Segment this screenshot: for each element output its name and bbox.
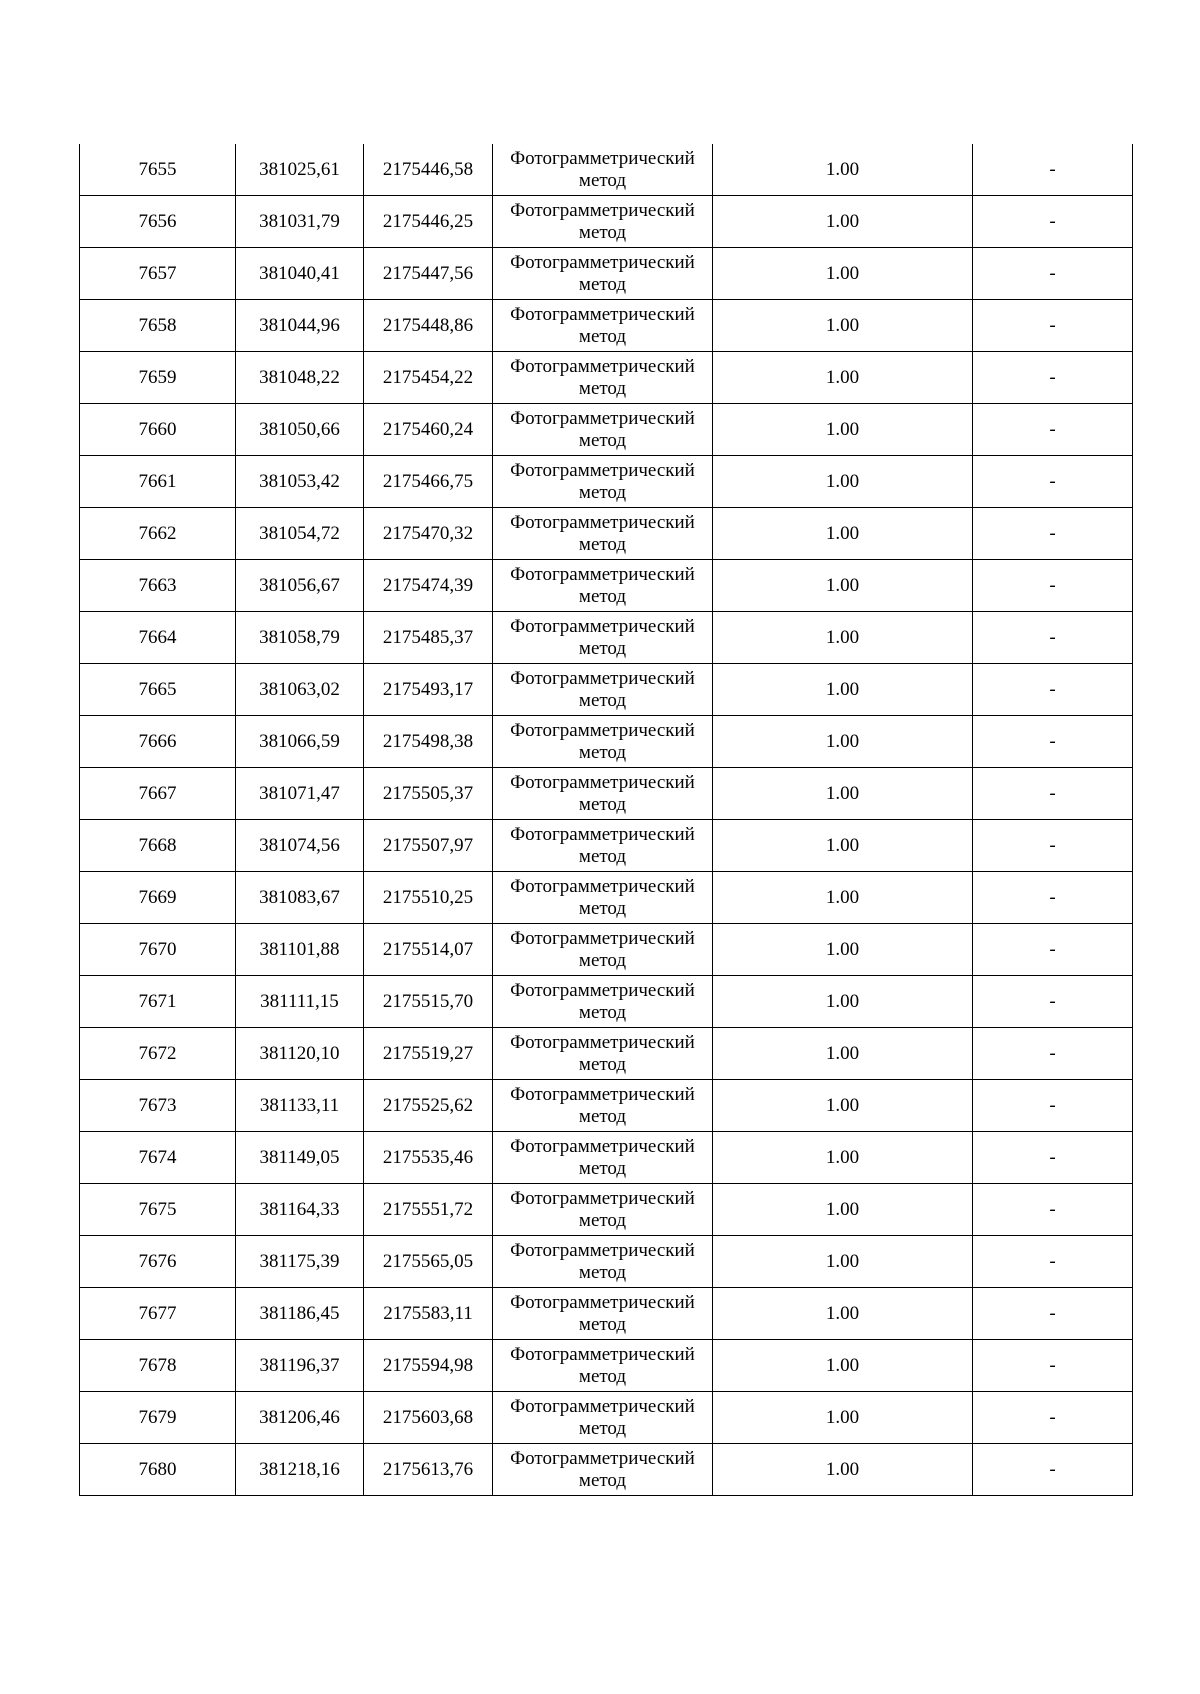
- accuracy-cell: 1.00: [713, 1028, 973, 1080]
- point-number-cell: 7659: [80, 352, 236, 404]
- accuracy-cell: 1.00: [713, 352, 973, 404]
- accuracy-cell: 1.00: [713, 976, 973, 1028]
- x-coordinate-cell: 381040,41: [236, 248, 364, 300]
- y-coordinate-cell: 2175514,07: [364, 924, 493, 976]
- accuracy-cell: 1.00: [713, 1444, 973, 1496]
- method-cell: Фотограмметрический метод: [493, 976, 713, 1028]
- description-cell: -: [973, 1392, 1133, 1444]
- x-coordinate-cell: 381164,33: [236, 1184, 364, 1236]
- method-cell: Фотограмметрический метод: [493, 196, 713, 248]
- coordinates-table: [79, 144, 1133, 1496]
- table-row: [80, 716, 1133, 768]
- table-row: [80, 352, 1133, 404]
- method-cell: Фотограмметрический метод: [493, 1080, 713, 1132]
- y-coordinate-cell: 2175583,11: [364, 1288, 493, 1340]
- description-cell: -: [973, 1340, 1133, 1392]
- point-number-cell: 7657: [80, 248, 236, 300]
- description-cell: -: [973, 560, 1133, 612]
- table-row: [80, 1288, 1133, 1340]
- point-number-cell: 7660: [80, 404, 236, 456]
- point-number-cell: 7676: [80, 1236, 236, 1288]
- description-cell: -: [973, 976, 1133, 1028]
- x-coordinate-cell: 381063,02: [236, 664, 364, 716]
- y-coordinate-cell: 2175613,76: [364, 1444, 493, 1496]
- table-row: [80, 196, 1133, 248]
- method-cell: Фотограмметрический метод: [493, 1236, 713, 1288]
- accuracy-cell: 1.00: [713, 456, 973, 508]
- y-coordinate-cell: 2175565,05: [364, 1236, 493, 1288]
- point-number-cell: 7679: [80, 1392, 236, 1444]
- method-cell: Фотограмметрический метод: [493, 300, 713, 352]
- x-coordinate-cell: 381206,46: [236, 1392, 364, 1444]
- table-row: [80, 404, 1133, 456]
- table-row: [80, 1444, 1133, 1496]
- x-coordinate-cell: 381058,79: [236, 612, 364, 664]
- method-cell: Фотограмметрический метод: [493, 508, 713, 560]
- description-cell: -: [973, 508, 1133, 560]
- accuracy-cell: 1.00: [713, 872, 973, 924]
- method-cell: Фотограмметрический метод: [493, 924, 713, 976]
- point-number-cell: 7666: [80, 716, 236, 768]
- x-coordinate-cell: 381050,66: [236, 404, 364, 456]
- description-cell: -: [973, 248, 1133, 300]
- accuracy-cell: 1.00: [713, 1340, 973, 1392]
- point-number-cell: 7665: [80, 664, 236, 716]
- point-number-cell: 7673: [80, 1080, 236, 1132]
- table-row: [80, 976, 1133, 1028]
- y-coordinate-cell: 2175474,39: [364, 560, 493, 612]
- description-cell: -: [973, 404, 1133, 456]
- table-row: [80, 612, 1133, 664]
- method-cell: Фотограмметрический метод: [493, 404, 713, 456]
- x-coordinate-cell: 381133,11: [236, 1080, 364, 1132]
- description-cell: -: [973, 820, 1133, 872]
- table-row: [80, 300, 1133, 352]
- point-number-cell: 7670: [80, 924, 236, 976]
- x-coordinate-cell: 381196,37: [236, 1340, 364, 1392]
- method-cell: Фотограмметрический метод: [493, 1444, 713, 1496]
- y-coordinate-cell: 2175448,86: [364, 300, 493, 352]
- point-number-cell: 7655: [80, 144, 236, 196]
- point-number-cell: 7674: [80, 1132, 236, 1184]
- description-cell: -: [973, 924, 1133, 976]
- accuracy-cell: 1.00: [713, 300, 973, 352]
- x-coordinate-cell: 381044,96: [236, 300, 364, 352]
- description-cell: -: [973, 716, 1133, 768]
- description-cell: -: [973, 1288, 1133, 1340]
- method-cell: Фотограмметрический метод: [493, 716, 713, 768]
- x-coordinate-cell: 381025,61: [236, 144, 364, 196]
- x-coordinate-cell: 381218,16: [236, 1444, 364, 1496]
- x-coordinate-cell: 381071,47: [236, 768, 364, 820]
- accuracy-cell: 1.00: [713, 612, 973, 664]
- point-number-cell: 7664: [80, 612, 236, 664]
- description-cell: -: [973, 664, 1133, 716]
- table-row: [80, 560, 1133, 612]
- x-coordinate-cell: 381111,15: [236, 976, 364, 1028]
- accuracy-cell: 1.00: [713, 144, 973, 196]
- accuracy-cell: 1.00: [713, 820, 973, 872]
- description-cell: -: [973, 1080, 1133, 1132]
- point-number-cell: 7658: [80, 300, 236, 352]
- accuracy-cell: 1.00: [713, 508, 973, 560]
- accuracy-cell: 1.00: [713, 560, 973, 612]
- y-coordinate-cell: 2175485,37: [364, 612, 493, 664]
- point-number-cell: 7680: [80, 1444, 236, 1496]
- table-row: [80, 508, 1133, 560]
- y-coordinate-cell: 2175515,70: [364, 976, 493, 1028]
- x-coordinate-cell: 381074,56: [236, 820, 364, 872]
- method-cell: Фотограмметрический метод: [493, 144, 713, 196]
- description-cell: -: [973, 352, 1133, 404]
- method-cell: Фотограмметрический метод: [493, 248, 713, 300]
- point-number-cell: 7668: [80, 820, 236, 872]
- point-number-cell: 7669: [80, 872, 236, 924]
- coordinates-table-body: [80, 144, 1133, 1496]
- table-row: [80, 924, 1133, 976]
- point-number-cell: 7677: [80, 1288, 236, 1340]
- y-coordinate-cell: 2175498,38: [364, 716, 493, 768]
- accuracy-cell: 1.00: [713, 404, 973, 456]
- method-cell: Фотограмметрический метод: [493, 1028, 713, 1080]
- y-coordinate-cell: 2175507,97: [364, 820, 493, 872]
- table-row: [80, 1080, 1133, 1132]
- x-coordinate-cell: 381083,67: [236, 872, 364, 924]
- method-cell: Фотограмметрический метод: [493, 768, 713, 820]
- y-coordinate-cell: 2175510,25: [364, 872, 493, 924]
- x-coordinate-cell: 381048,22: [236, 352, 364, 404]
- table-row: [80, 768, 1133, 820]
- table-row: [80, 1028, 1133, 1080]
- table-row: [80, 1236, 1133, 1288]
- table-row: [80, 1132, 1133, 1184]
- point-number-cell: 7661: [80, 456, 236, 508]
- table-row: [80, 1392, 1133, 1444]
- description-cell: -: [973, 1132, 1133, 1184]
- x-coordinate-cell: 381056,67: [236, 560, 364, 612]
- accuracy-cell: 1.00: [713, 1132, 973, 1184]
- y-coordinate-cell: 2175493,17: [364, 664, 493, 716]
- x-coordinate-cell: 381101,88: [236, 924, 364, 976]
- y-coordinate-cell: 2175460,24: [364, 404, 493, 456]
- point-number-cell: 7672: [80, 1028, 236, 1080]
- y-coordinate-cell: 2175551,72: [364, 1184, 493, 1236]
- table-row: [80, 1184, 1133, 1236]
- point-number-cell: 7662: [80, 508, 236, 560]
- y-coordinate-cell: 2175447,56: [364, 248, 493, 300]
- method-cell: Фотограмметрический метод: [493, 352, 713, 404]
- method-cell: Фотограмметрический метод: [493, 872, 713, 924]
- x-coordinate-cell: 381120,10: [236, 1028, 364, 1080]
- accuracy-cell: 1.00: [713, 1236, 973, 1288]
- y-coordinate-cell: 2175470,32: [364, 508, 493, 560]
- point-number-cell: 7678: [80, 1340, 236, 1392]
- y-coordinate-cell: 2175446,25: [364, 196, 493, 248]
- method-cell: Фотограмметрический метод: [493, 1392, 713, 1444]
- y-coordinate-cell: 2175454,22: [364, 352, 493, 404]
- accuracy-cell: 1.00: [713, 768, 973, 820]
- description-cell: -: [973, 144, 1133, 196]
- accuracy-cell: 1.00: [713, 196, 973, 248]
- accuracy-cell: 1.00: [713, 924, 973, 976]
- description-cell: -: [973, 1184, 1133, 1236]
- y-coordinate-cell: 2175505,37: [364, 768, 493, 820]
- y-coordinate-cell: 2175466,75: [364, 456, 493, 508]
- x-coordinate-cell: 381053,42: [236, 456, 364, 508]
- table-row: [80, 872, 1133, 924]
- description-cell: -: [973, 1444, 1133, 1496]
- x-coordinate-cell: 381149,05: [236, 1132, 364, 1184]
- method-cell: Фотограмметрический метод: [493, 664, 713, 716]
- y-coordinate-cell: 2175535,46: [364, 1132, 493, 1184]
- description-cell: -: [973, 768, 1133, 820]
- y-coordinate-cell: 2175603,68: [364, 1392, 493, 1444]
- description-cell: -: [973, 612, 1133, 664]
- y-coordinate-cell: 2175446,58: [364, 144, 493, 196]
- y-coordinate-cell: 2175519,27: [364, 1028, 493, 1080]
- table-row: [80, 1340, 1133, 1392]
- method-cell: Фотограмметрический метод: [493, 1132, 713, 1184]
- table-row: [80, 456, 1133, 508]
- point-number-cell: 7671: [80, 976, 236, 1028]
- method-cell: Фотограмметрический метод: [493, 612, 713, 664]
- method-cell: Фотограмметрический метод: [493, 1288, 713, 1340]
- method-cell: Фотограмметрический метод: [493, 456, 713, 508]
- y-coordinate-cell: 2175594,98: [364, 1340, 493, 1392]
- accuracy-cell: 1.00: [713, 1288, 973, 1340]
- x-coordinate-cell: 381031,79: [236, 196, 364, 248]
- method-cell: Фотограмметрический метод: [493, 1184, 713, 1236]
- description-cell: -: [973, 1236, 1133, 1288]
- point-number-cell: 7675: [80, 1184, 236, 1236]
- table-row: [80, 664, 1133, 716]
- x-coordinate-cell: 381066,59: [236, 716, 364, 768]
- point-number-cell: 7663: [80, 560, 236, 612]
- accuracy-cell: 1.00: [713, 716, 973, 768]
- method-cell: Фотограмметрический метод: [493, 560, 713, 612]
- accuracy-cell: 1.00: [713, 1392, 973, 1444]
- description-cell: -: [973, 300, 1133, 352]
- x-coordinate-cell: 381186,45: [236, 1288, 364, 1340]
- description-cell: -: [973, 196, 1133, 248]
- accuracy-cell: 1.00: [713, 248, 973, 300]
- y-coordinate-cell: 2175525,62: [364, 1080, 493, 1132]
- method-cell: Фотограмметрический метод: [493, 820, 713, 872]
- point-number-cell: 7656: [80, 196, 236, 248]
- table-row: [80, 144, 1133, 196]
- description-cell: -: [973, 456, 1133, 508]
- method-cell: Фотограмметрический метод: [493, 1340, 713, 1392]
- accuracy-cell: 1.00: [713, 1080, 973, 1132]
- description-cell: -: [973, 872, 1133, 924]
- point-number-cell: 7667: [80, 768, 236, 820]
- table-row: [80, 248, 1133, 300]
- table-row: [80, 820, 1133, 872]
- accuracy-cell: 1.00: [713, 1184, 973, 1236]
- x-coordinate-cell: 381054,72: [236, 508, 364, 560]
- description-cell: -: [973, 1028, 1133, 1080]
- x-coordinate-cell: 381175,39: [236, 1236, 364, 1288]
- accuracy-cell: 1.00: [713, 664, 973, 716]
